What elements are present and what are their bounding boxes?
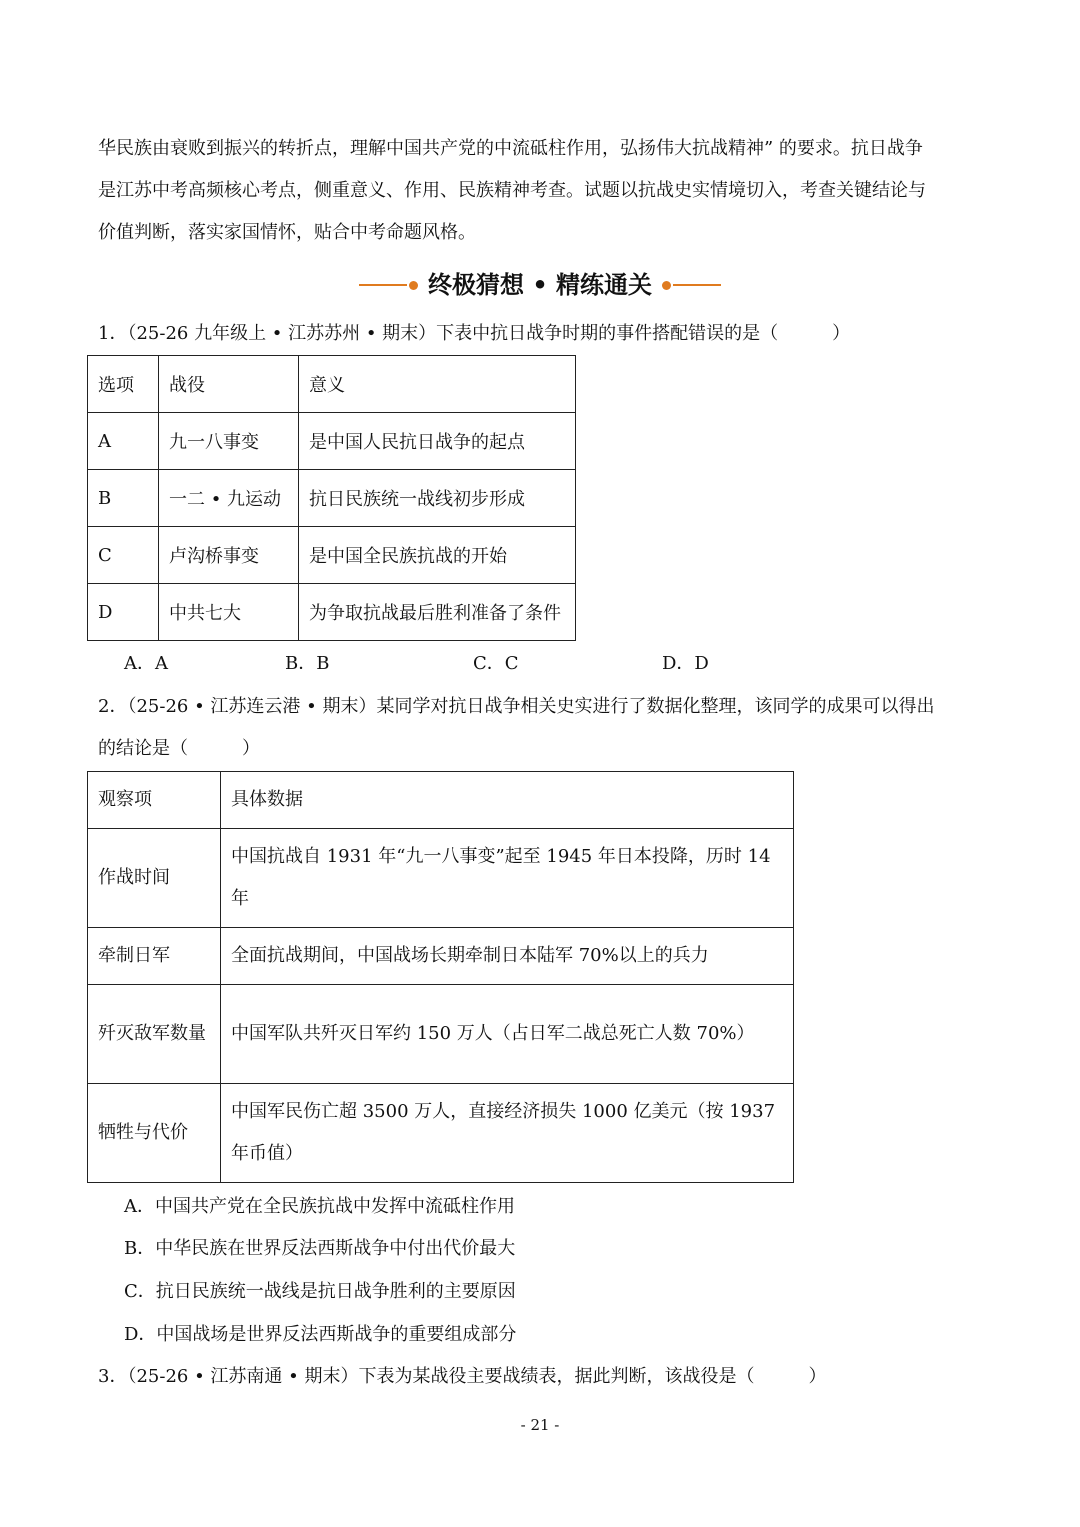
question-2-stem-line: 的结论是（ ）	[98, 738, 260, 759]
table-cell: 卢沟桥事变	[159, 527, 299, 584]
table-header-cell: 战役	[159, 356, 299, 413]
option-c: C．C	[473, 653, 519, 674]
option-a: A．A	[124, 653, 168, 674]
intro-line: 是江苏中考高频核心考点，侧重意义、作用、民族精神考查。试题以抗战史实情境切入，考查关键结论与	[98, 180, 926, 201]
table-header-cell: 观察项	[88, 772, 221, 829]
option-c: C．抗日民族统一战线是抗日战争胜利的主要原因	[124, 1281, 516, 1302]
option-b: B．中华民族在世界反法西斯战争中付出代价最大	[124, 1238, 516, 1259]
page-number: - 21 -	[520, 1416, 560, 1434]
question-2-stem-line: 2．（25-26 • 江苏连云港 • 期末）某同学对抗日战争相关史实进行了数据化整理，该同学的成果可以得出	[98, 696, 935, 717]
question-2-table	[87, 771, 794, 1183]
table-cell: 歼灭敌军数量	[88, 985, 221, 1084]
table-row	[88, 470, 576, 527]
table-cell: 中国军队共歼灭日军约 150 万人（占日军二战总死亡人数 70%）	[221, 985, 794, 1084]
table-cell: 是中国全民族抗战的开始	[299, 527, 576, 584]
table-header-cell: 具体数据	[221, 772, 794, 829]
table-cell: 抗日民族统一战线初步形成	[299, 470, 576, 527]
title-decor-line-right	[673, 284, 721, 286]
option-d: D．D	[662, 653, 709, 674]
title-decor-dot-left	[409, 281, 418, 290]
intro-line: 华民族由衰败到振兴的转折点，理解中国共产党的中流砥柱作用，弘扬伟大抗战精神” 的要求。抗日战争	[98, 138, 923, 159]
table-cell: A	[88, 413, 159, 470]
table-row	[88, 584, 576, 641]
table-header-row	[88, 356, 576, 413]
table-cell: B	[88, 470, 159, 527]
table-cell: D	[88, 584, 159, 641]
table-row	[88, 1084, 794, 1183]
table-header-cell: 意义	[299, 356, 576, 413]
table-row	[88, 413, 576, 470]
table-cell: 中国抗战自 1931 年“九一八事变”起至 1945 年日本投降，历时 14 年	[221, 829, 794, 928]
table-cell: 为争取抗战最后胜利准备了条件	[299, 584, 576, 641]
question-2-stem	[98, 686, 988, 770]
table-row	[88, 829, 794, 928]
option-a: A．中国共产党在全民族抗战中发挥中流砥柱作用	[124, 1196, 515, 1217]
table-cell: 全面抗战期间，中国战场长期牵制日本陆军 70%以上的兵力	[221, 928, 794, 985]
question-1-stem: 1．（25-26 九年级上 • 江苏苏州 • 期末）下表中抗日战争时期的事件搭配错误的是（ ）	[98, 323, 851, 344]
table-row	[88, 928, 794, 985]
option-b: B．B	[285, 653, 330, 674]
table-cell: 中共七大	[159, 584, 299, 641]
table-cell: 九一八事变	[159, 413, 299, 470]
table-header-cell: 选项	[88, 356, 159, 413]
table-cell: 作战时间	[88, 829, 221, 928]
table-cell: 牵制日军	[88, 928, 221, 985]
table-cell: 中国军民伤亡超 3500 万人，直接经济损失 1000 亿美元（按 1937 年币值）	[221, 1084, 794, 1183]
section-title-text: 终极猜想 • 精练通关	[427, 271, 653, 299]
intro-line: 价值判断，落实家国情怀，贴合中考命题风格。	[98, 222, 476, 243]
question-1-table	[87, 355, 576, 641]
table-header-row	[88, 772, 794, 829]
title-decor-dot-right	[662, 281, 671, 290]
table-row	[88, 985, 794, 1084]
title-decor-line-left	[359, 284, 407, 286]
section-title	[0, 264, 1080, 305]
question-3-stem: 3．（25-26 • 江苏南通 • 期末）下表为某战役主要战绩表，据此判断，该战役是（ ）	[98, 1366, 827, 1387]
table-cell: 牺牲与代价	[88, 1084, 221, 1183]
table-cell: 是中国人民抗日战争的起点	[299, 413, 576, 470]
table-cell: 一二 • 九运动	[159, 470, 299, 527]
option-d: D．中国战场是世界反法西斯战争的重要组成部分	[124, 1324, 517, 1345]
intro-paragraph	[98, 128, 988, 254]
table-cell: C	[88, 527, 159, 584]
table-row	[88, 527, 576, 584]
